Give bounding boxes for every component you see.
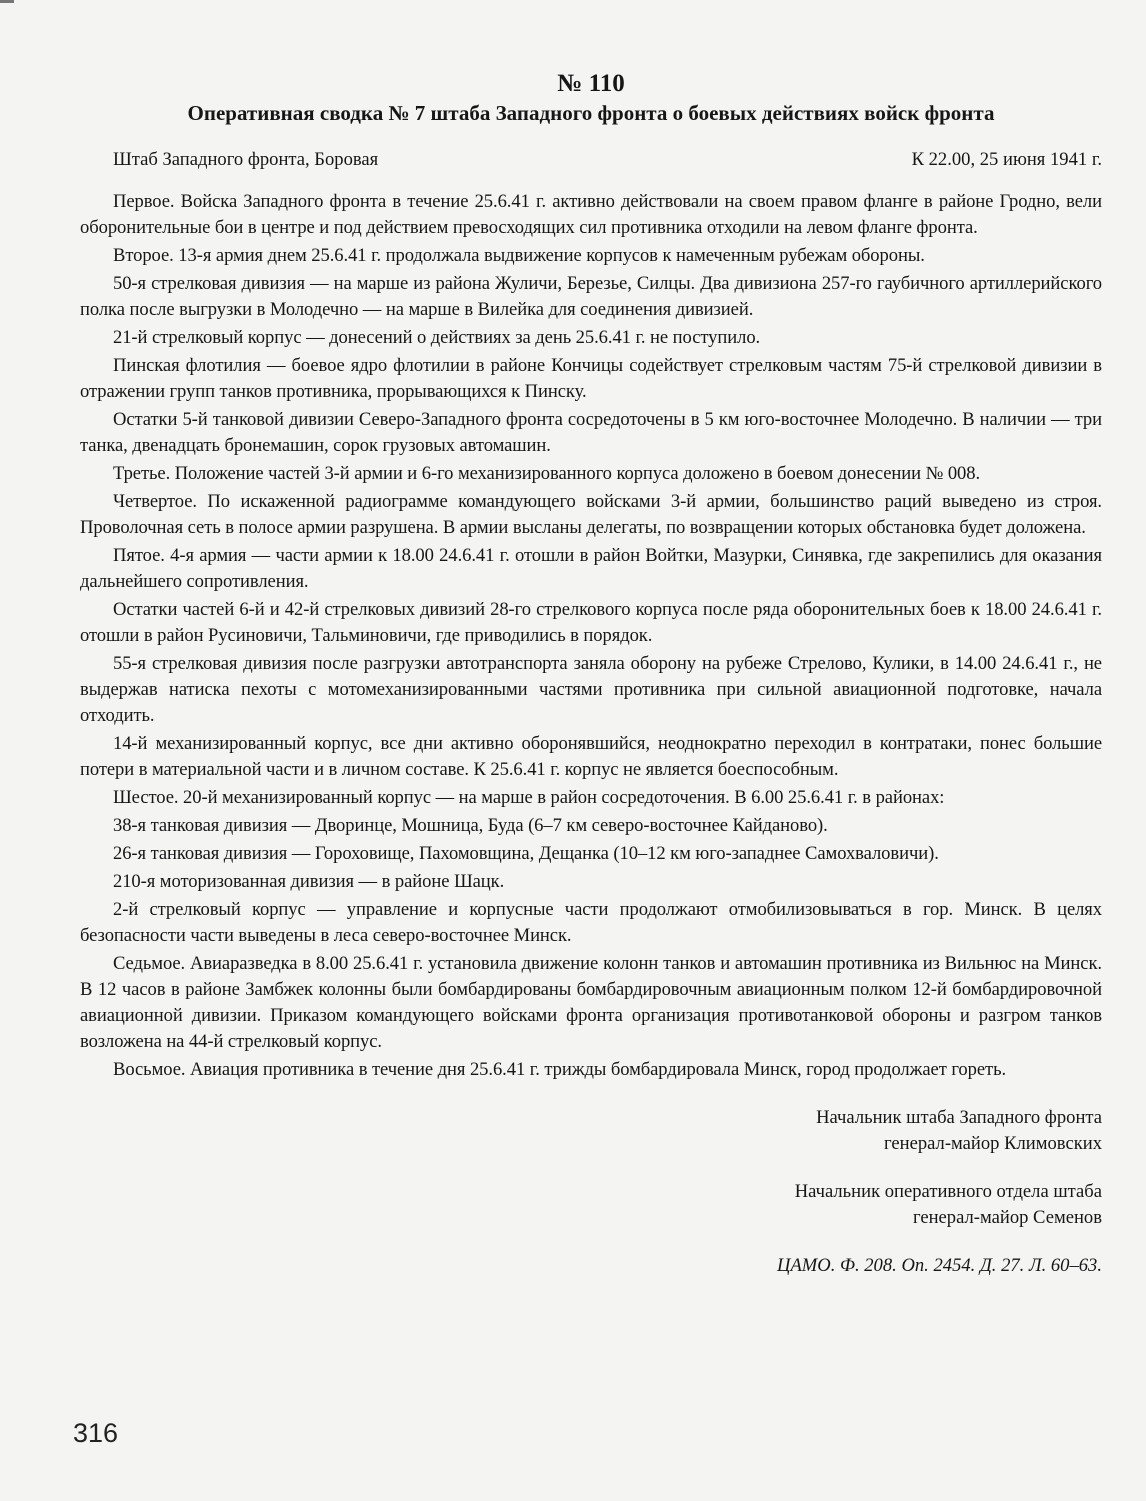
signature-position: Начальник оперативного отдела штаба <box>794 1181 1102 1202</box>
signature-chief-of-staff <box>80 1105 1102 1157</box>
paragraph: 26-я танковая дивизия — Гороховище, Пахомовщина, Дещанка (10–12 км юго-западнее Самохваловичи). <box>113 843 939 864</box>
place-date-line <box>80 148 1102 172</box>
signature-position: Начальник штаба Западного фронта <box>816 1107 1102 1128</box>
paragraph: Второе. 13-я армия днем 25.6.41 г. продолжала выдвижение корпусов к намеченным рубежам обороны. <box>113 245 925 266</box>
document-page <box>80 70 1102 1279</box>
paragraph: 21-й стрелковый корпус — донесений о действиях за день 25.6.41 г. не поступило. <box>113 327 761 348</box>
paragraph: Пятое. 4-я армия — части армии к 18.00 24.6.41 г. отошли в район Войтки, Мазурки, Синявка, где закрепились для оказания дальнейшего сопротивления. <box>80 545 1102 592</box>
document-body <box>80 189 1102 1083</box>
issue-datetime: К 22.00, 25 июня 1941 г. <box>911 149 1102 170</box>
archive-reference: ЦАМО. Ф. 208. Оп. 2454. Д. 27. Л. 60–63. <box>777 1255 1102 1276</box>
paragraph: Восьмое. Авиация противника в течение дня 25.6.41 г. трижды бомбардировала Минск, город продолжает гореть. <box>113 1059 1007 1080</box>
paragraph: Третье. Положение частей 3-й армии и 6-го механизированного корпуса доложено в боевом донесении № 008. <box>113 463 981 484</box>
paragraph: 55-я стрелковая дивизия после разгрузки автотранспорта заняла оборону на рубеже Стрелово, Кулики, в 14.00 24.6.41 г., не выдержав натиска пехоты с мотомеханизированными частями противника при сильной авиационной подготовке, начала отходить. <box>80 653 1102 726</box>
paragraph: Шестое. 20-й механизированный корпус — на марше в район сосредоточения. В 6.00 25.6.41 г. в районах: <box>113 787 945 808</box>
paragraph: 38-я танковая дивизия — Дворинце, Мошница, Буда (6–7 км северо-восточнее Кайданово). <box>113 815 828 836</box>
document-title: Оперативная сводка № 7 штаба Западного фронта о боевых действиях войск фронта <box>187 101 995 125</box>
page-number: 316 <box>73 1418 119 1448</box>
signature-name: генерал-майор Климовских <box>883 1133 1102 1154</box>
paragraph: Пинская флотилия — боевое ядро флотилии в районе Кончицы содействует стрелковым частям 75-й стрелковой дивизии в отражении групп танков противника, прорывающихся к Пинску. <box>80 355 1102 402</box>
document-number: № 110 <box>557 70 625 97</box>
paragraph: 2-й стрелковый корпус — управление и корпусные части продолжают отмобилизовываться в гор. Минск. В целях безопасности части выведены в леса северо-восточнее Минск. <box>80 899 1102 946</box>
issuing-place: Штаб Западного фронта, Боровая <box>113 149 379 170</box>
paragraph: Остатки частей 6-й и 42-й стрелковых дивизий 28-го стрелкового корпуса после ряда оборонительных боев к 18.00 24.6.41 г. отошли в район Русиновичи, Тальминовичи, где приводились в порядок. <box>80 599 1102 646</box>
scan-artifact <box>0 0 14 3</box>
paragraph: Остатки 5-й танковой дивизии Северо-Западного фронта сосредоточены в 5 км юго-восточнее Молодечно. В наличии — три танка, двенадцать бронемашин, сорок грузовых автомашин. <box>80 409 1102 456</box>
signature-name: генерал-майор Семенов <box>912 1207 1102 1228</box>
paragraph: 14-й механизированный корпус, все дни активно оборонявшийся, неоднократно переходил в контратаки, понес большие потери в материальной части и в личном составе. К 25.6.41 г. корпус не является боеспособным. <box>80 733 1102 780</box>
signature-operations-chief <box>80 1179 1102 1231</box>
paragraph: 50-я стрелковая дивизия — на марше из района Жуличи, Березье, Силцы. Два дивизиона 257-го гаубичного артиллерийского полка после выгрузки в Молодечно — на марше в Вилейка для соединения дивизией. <box>80 273 1102 320</box>
paragraph: Седьмое. Авиаразведка в 8.00 25.6.41 г. установила движение колонн танков и автомашин противника из Вильнюс на Минск. В 12 часов в районе Замбжек колонны были бомбардированы бомбардировочным авиационным полком 12-й бомбардировочной авиационной дивизии. Приказом командующего войсками фронта организация противотанковой обороны и разгром танков возложена на 44-й стрелковый корпус. <box>80 953 1102 1052</box>
paragraph: Первое. Войска Западного фронта в течение 25.6.41 г. активно действовали на своем правом фланге в районе Гродно, вели оборонительные бои в центре и под действием превосходящих сил противника отходили на левом фланге фронта. <box>80 191 1102 238</box>
paragraph: 210-я моторизованная дивизия — в районе Шацк. <box>113 871 505 892</box>
paragraph: Четвертое. По искаженной радиограмме командующего войсками 3-й армии, большинство раций выведено из строя. Проволочная сеть в полосе армии разрушена. В армии высланы делегаты, по возвращении которых обстановка будет доложена. <box>80 491 1102 538</box>
